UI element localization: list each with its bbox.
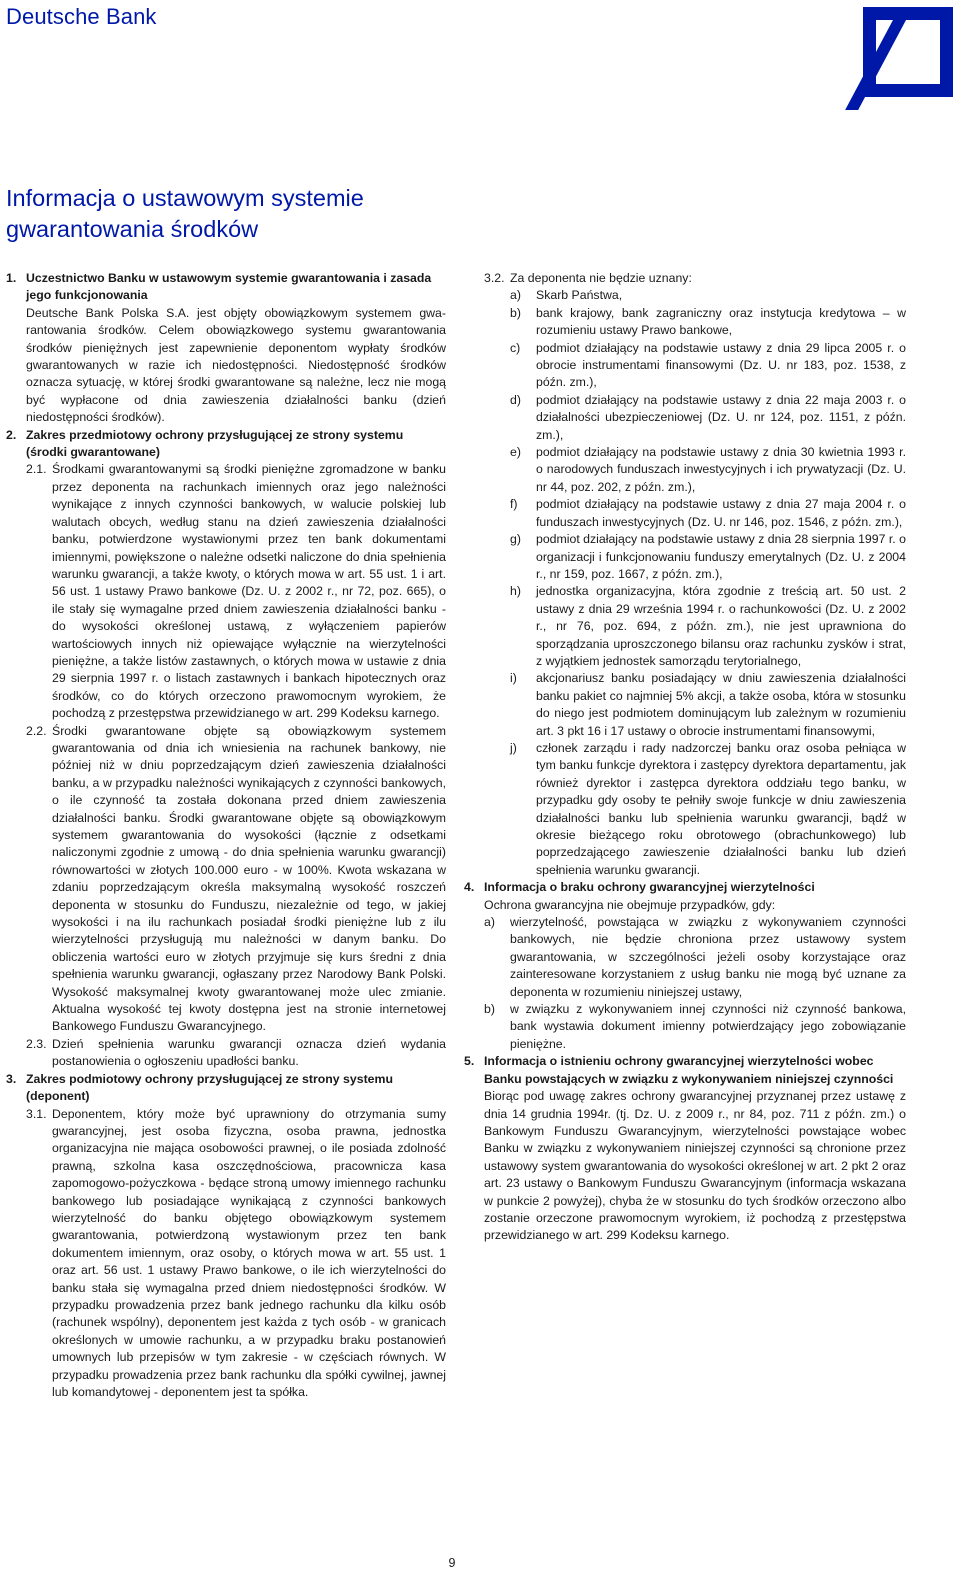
title-line-2: gwarantowania środków [6,216,259,242]
title-line-1: Informacja o ustawowym systemie [6,185,364,211]
list-item [510,583,906,670]
list-item-label: a) [484,915,495,930]
paragraph-2-2: 2.2. Środki gwarantowane objęte są obowiązkowym systemem gwarantowania od dnia ich wniesienia na rachunek bankowy, nie później niż w dniu poprzedzającym dzień zawieszenia działalności banku, a w przypadku należności wynikających z czynności bankowych, o ile czynność ta została dokonana przed dniem zawieszenia działalności banku. Środki gwarantowane objęte są obowiązkowym systemem gwarantowania do wysokości (łącznie z odsetkami naliczonymi zgodnie z umową - do dnia spełnienia warunku gwarancji) równowartości w złotych 100.000 euro - w 100%. Kwota wskazana w zdaniu poprzedzającym określa maksymalną wysokość roszczeń deponenta w stosunku do Funduszu, niezależnie od tego, w jakiej wysokości i na ilu rachunkach posiadał środki pieniężne lub z ilu wierzytelności przysługują mu należności w danym banku. Do obliczenia wartości euro w złotych przyjmuje się kurs średni z dnia spełnienia warunku gwarancji, ogłaszany przez Narodowy Bank Polski. Wysokość maksymalnej kwoty gwarantowanej może ulec zmianie. Aktualna wysokość tej kwoty dostępna jest na stronie internetowej Bankowego Funduszu Gwarancyjnego. [26,723,446,1034]
excluded-deponents-list [510,287,906,879]
list-item-text: jednostka organizacyjna, która zgodnie z treścią art. 50 ust. 2 ustawy z dnia 29 września 1994 r. o rachunkowości (Dz. U. z 2002 r., nr 76, poz. 694, z późn. zm.), nie jest uprawniona do sporządzania uproszczonego bilansu oraz rachunku zysków i strat, z wyjątkiem jednostek samorządu terytorialnego, [536,584,906,668]
paragraph-2-3: 2.3. Dzień spełnienia warunku gwarancji oznacza dzień wydania postanowienia o ogłoszeniu upadłości banku. [26,1036,446,1069]
list-item [510,340,906,392]
list-item-text: w związku z wykonywaniem innej czynności niż czynność bankowa, bank wystawia dokument imienny potwierdzający jego zobowiązanie pieniężne. [510,1002,906,1051]
list-item [510,392,906,444]
logo-inner-square [876,20,940,84]
section-4-intro: Ochrona gwarancyjna nie obejmuje przypadków, gdy: [484,897,776,912]
list-item [484,914,906,1001]
list-item-label: g) [510,532,521,547]
list-item [510,444,906,496]
list-item-text: podmiot działający na podstawie ustawy z dnia 29 lipca 2005 r. o obrocie instrumentami finansowymi (Dz. U. nr 183, poz. 1538, z późn. zm.), [536,340,906,390]
list-item-label: d) [510,392,521,407]
list-item [510,305,906,340]
paragraph-2-1: 2.1. Środkami gwarantowanymi są środki pieniężne zgromadzone w banku przez deponenta na rachunkach imiennych oraz jego należności wynikające z innych czynności bankowych, w walucie polskiej lub walutach obcych, według stanu na dzień zawieszenia działalności banku, potwierdzone wystawionymi przez ten bank dokumentami imiennymi, powiększone o należne odsetki naliczone do dnia spełnienia warunku gwarancji, a także kwoty, o których mowa w art. 55 ust. 1 i art. 56 ust. 1 ustawy Prawo bankowe (Dz. U. z 2002 r., nr 72, poz. 665), o ile stały się wymagalne przed dniem zawieszenia działalności banku - do wysokości określonej ustawą, z wyłączeniem papierów wartościowych innych niż opiewające wyłącznie na wierzytelności pieniężne, a także listów zastawnych, o których mowa w ustawie z dnia 29 sierpnia 1997 r. o listach zastawnych i bankach hipotecznych oraz środków, co do których orzeczono prawomocnym wyrokiem, że pochodzą z przestępstwa przewidzianego w art. 299 Kodeksu karnego. [26,462,446,721]
list-item-text: podmiot działający na podstawie ustawy z dnia 22 maja 2003 r. o działalności ubezpieczeniowej (Dz. U. nr 124, poz. 1151, z późn. zm.), [536,392,906,442]
list-item-text: Skarb Państwa, [536,288,623,303]
logo-slash [845,20,906,110]
list-item-text: podmiot działający na podstawie ustawy z dnia 27 maja 2004 r. o funduszach inwestycyjnych (Dz. U. nr 146, poz. 1546, z późn. zm.), [536,497,906,529]
left-column [6,270,446,1401]
page-title [6,183,486,245]
list-item [484,1001,906,1053]
list-item-label: i) [510,671,517,686]
list-item [510,740,906,879]
list-item-text: podmiot działający na podstawie ustawy z dnia 28 sierpnia 1997 r. o organizacji i funkcjonowaniu funduszy emerytalnych (Dz. U. z 2004 r., nr 159, poz. 1667, z późn. zm.), [536,532,906,581]
list-item-label: j) [510,740,517,755]
list-item [510,670,906,740]
list-item-text: bank krajowy, bank zagraniczny oraz instytucja kredytowa – w rozumieniu ustawy Prawo bankowe, [536,305,906,338]
deutsche-bank-logo-icon [863,7,953,97]
list-item-text: akcjonariusz banku posiadający w dniu zawieszenia działalności banku pakiet co najmniej 5% akcji, a także osoba, która w stosunku do niego jest podmiotem dominującym lub zależnym w rozumieniu art. 3 pkt 16 i 17 ustawy o obrocie instrumentami finansowymi, [536,671,906,738]
list-item [510,531,906,583]
section-5-body: Biorąc pod uwagę zakres ochrony gwarancyjnej przyznanej przez ustawę z dnia 14 grudnia 1994r. (tj. Dz. U. z 2009 r., nr 84, poz. 711 z późn. zm.) o Bankowym Funduszu Gwarancyjnym, wierzytelności powstające wobec Banku w związku z wykonywaniem niniejszej czynności są chronione przez ustawowy system gwarantowania do wysokości określonej w art. 2 pkt 2 oraz art. 23 ustawy o Bankowym Funduszu Gwarancyjnym (informacja wskazana w punkcie 2 powyżej), chyba że w stosunku do tych środków orzeczono albo zostanie orzeczone prawomocnym wyrokiem, iż pochodzą z przestępstwa przewidzianego w art. 299 Kodeksu karnego. [484,1089,906,1243]
paragraph-3-1: 3.1. Deponentem, który może być uprawniony do otrzymania sumy gwarancyjnej, jest osoba fizyczna, osoba prawna, jednostka organizacyjna nie mająca osobowości prawnej, o ile posiada zdolność prawną, szkolna kasa oszczędnościowa, pracownicza kasa zapomogowo-pożyczkowa - będące stroną umowy imiennego rachunku bankowego lub posiadające wynikającą z czynności bankowych wierzytelność do banku objętego obowiązkowym systemem gwarantowania, potwierdzoną wystawionym przez ten bank dokumentem imiennym, oraz osoby, o których mowa w art. 55 ust. 1 oraz art. 56 ust. 1 ustawy Prawo bankowe, o ile ich wierzytelności do banku stała się wymagalna przed dniem niedostępności środków. W przypadku prowadzenia przez bank jednego rachunku dla kilku osób (rachunek wspólny), deponentem jest każda z tych osób - w granicach określonych w umowie rachunku, a w przypadku braku postanowień umownych lub przepisów w tym zakresie - w częściach równych. W przypadku prowadzenia przez bank rachunku dla spółki cywilnej, jawnej lub komandytowej - deponentem jest ta spółka. [26,1106,446,1399]
right-column [464,270,906,1245]
list-item-label: f) [510,497,518,512]
section-1-heading: 1. Uczestnictwo Banku w ustawowym systemie gwarantowania i zasada jego funkcjonowania [6,271,432,303]
section-3-heading: 3. Zakres podmiotowy ochrony przysługującej ze strony systemu (deponent) [6,1071,393,1104]
list-item-label: e) [510,445,521,460]
list-item-label: c) [510,340,521,355]
list-item-label: h) [510,584,521,599]
list-item-text: członek zarządu i rady nadzorczej banku oraz osoba pełniąca w tym banku funkcje dyrektora i zastępcy dyrektora departamentu, jak również dyrektor i zastępca dyrektora oddziału tego banku, w przypadku gdy osoby te pełniły swoje funkcje w dniu zawieszenia działalności banku lub spełnienia warunku gwarancji, bądź w okresie bieżącego roku obrotowego (obrachunkowego) lub poprzedzającego zawieszenie działalności banku lub dzień spełnienia warunku gwarancji. [536,740,906,877]
list-item-label: b) [484,1002,495,1017]
page-number: 9 [448,1556,456,1570]
list-item [510,496,906,531]
paragraph-3-2-intro: Za deponenta nie będzie uznany: [510,271,692,285]
section-2-heading: 2. Zakres przedmiotowy ochrony przysługującej ze strony systemu (środki gwarantowane) [6,427,404,460]
list-item [510,287,906,304]
section-4-heading: 4. Informacja o braku ochrony gwarancyjnej wierzytelności [464,880,815,895]
list-item-text: wierzytelność, powstająca w związku z wykonywaniem czynności bankowych, nie będzie chroniona przez ustawowy system gwarantowania, w szczególności jeżeli osoby korzystające oraz zainteresowane korzystaniem z usług banku nie mogą być uznane za deponenta w rozumieniu niniejszej ustawy, [510,915,906,999]
section-5-heading: 5. Informacja o istnieniu ochrony gwarancyjnej wierzytelności wobec Banku powstających w związku z wykonywaniem niniejszej czynności [464,1054,894,1086]
no-protection-list [484,914,906,1053]
brand-name: Deutsche Bank [6,4,157,29]
section-1-body: Deutsche Bank Polska S.A. jest objęty obowiązkowym systemem gwa- rantowania środków. Celem obowiązkowego systemu gwarantowania środków pieniężnych jest zapewnienie deponentom wypłaty środków gwarantowanych w razie ich niedostępności. Niedostępność środków oznacza sytuację, w której środki gwarantowane są należne, lecz nie mogą być wypłacone od dnia zawieszenia działalności banku (dzień niedostępności środków). [26,305,446,425]
paragraph-3-2: 3.2. Za deponenta nie będzie uznany: a) Skarb Państwa, b) bank krajowy, bank zagraniczny oraz instytucja kredytowa – w rozumieniu ustawy Prawo bankowe, c) podmiot działający na podstawie ustawy z dnia 29 lipca 2005 r. o obrocie instrumentami finansowymi (Dz. U. nr 183, poz. 1538, z późn. zm.), d) podmiot działający na podstawie ustawy z dnia 22 maja 2003 r. o działalności ubezpieczeniowej (Dz. U. nr 124, poz. 1151, z późn. zm.), e) podmiot działający na podstawie ustawy z dnia 30 kwietnia 1993 r. o narodowych funduszach inwestycyjnych i ich prywatyzacji (Dz. U. nr 44, poz. 202, z późn. zm.), f) podmiot działający na podstawie ustawy z dnia 27 maja 2004 r. o funduszach inwestycyjnych (Dz. U. nr 146, poz. 1546, z późn. zm.), g) podmiot działający na podstawie ustawy z dnia 28 sierpnia 1997 r. o organizacji i funkcjonowaniu funduszy emerytalnych (Dz. U. z 2004 r., nr 159, poz. 1667, z późn. zm.), h) jednostka organizacyjna, która zgodnie z treścią art. 50 ust. 2 ustawy z dnia 29 września 1994 r. o rachunkowości (Dz. U. z 2002 r., nr 76, poz. 694, z późn. zm.), nie jest uprawniona do sporządzania uproszczonego bilansu oraz rachunku zysków i strat, z wyjątkiem jednostek samorządu terytorialnego, i) akcjonariusz banku posiadający w dniu zawieszenia działalności banku pakiet co najmniej 5% akcji, a także osoba, która w stosunku do niego jest podmiotem dominującym lub zależnym w rozumieniu art. 3 pkt 16 i 17 ustawy o obrocie instrumentami finansowymi, j) członek zarządu i rady nadzorczej banku oraz osoba pełniąca w tym banku funkcje dyrektora i zastępcy dyrektora departamentu, jak również dyrektor i zastępca dyrektora oddziału tego banku, w przypadku gdy osoby te pełniły swoje funkcje w dniu zawieszenia działalności banku lub spełnienia warunku gwarancji, bądź w okresie bieżącego roku obrotowego (obrachunkowego) lub poprzedzającego zawieszenie działalności banku lub dzień spełnienia warunku gwarancji. [484,270,906,879]
list-item-label: a) [510,288,521,303]
list-item-text: podmiot działający na podstawie ustawy z dnia 30 kwietnia 1993 r. o narodowych funduszach inwestycyjnych i ich prywatyzacji (Dz. U. nr 44, poz. 202, z późn. zm.), [536,445,906,494]
list-item-label: b) [510,305,521,320]
